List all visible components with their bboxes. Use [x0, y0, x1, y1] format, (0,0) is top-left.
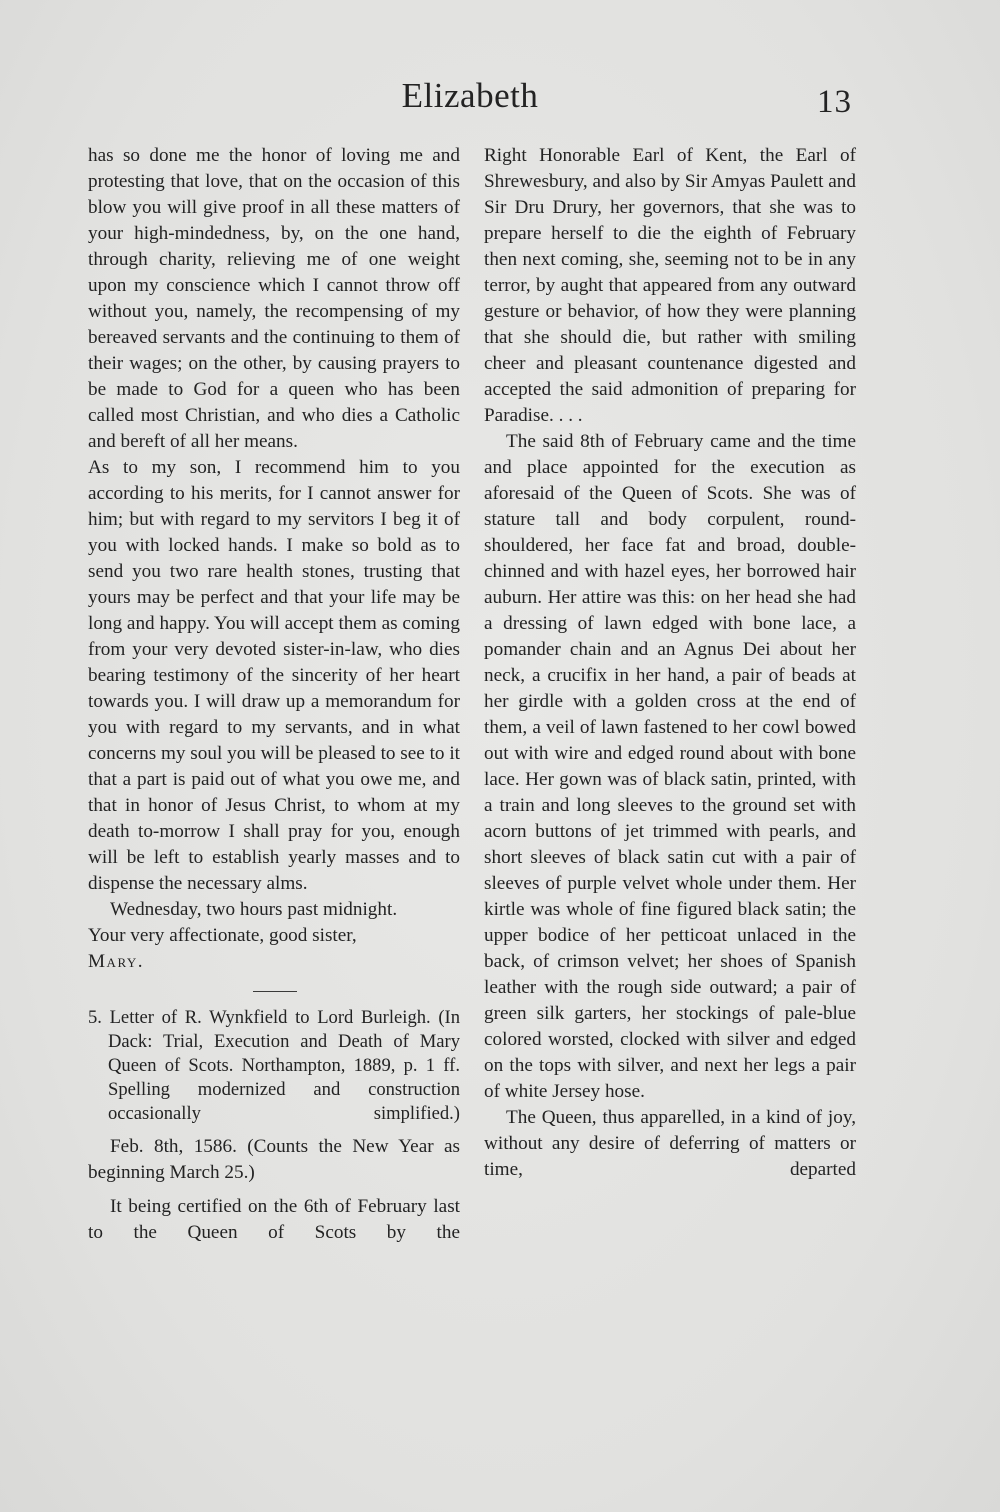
letter-signature: Mary. [88, 951, 145, 972]
page-number: 13 [817, 84, 852, 120]
narrative-paragraph: Right Honorable Earl of Kent, the Earl of Shrewesbury, and also by Sir Amyas Paulett and Sir Dru Drury, her governors, that she was to prepare herself to die the eighth of February then next coming, she, seeming not to be in any terror, by aught that appeared from any outward gesture or behavior, of how they were planning that she should die, but rather with smiling cheer and pleasant countenance digested and accepted the said admonition of preparing for Paradise. . . . [484, 145, 856, 426]
narrative-paragraph: It being certified on the 6th of February last to the Queen of Scots by the [88, 1196, 460, 1243]
letter-closing: Your very affectionate, good sister, [88, 925, 357, 946]
letter-paragraph: has so done me the honor of loving me and protesting that love, that on the occasion of this blow you will give proof in all these matters of your high-mindedness, by, on the one hand, through charity, relieving me of one weight upon my conscience which I cannot throw off without you, namely, the recompensing of my bereaved servants and the continuing to them of their wages; on the other, by causing prayers to be made to God for a queen who has been called most Christian, and who dies a Catholic and bereft of all her means. [88, 145, 460, 452]
source-note: 5. Letter of R. Wynkfield to Lord Burleigh. (In Dack: Trial, Execution and Death of Mary Queen of Scots. Northampton, 1889, p. 1 ff. Spelling modernized and construction occasionally simplified.) [88, 1007, 460, 1124]
section-divider [253, 991, 297, 992]
narrative-paragraph: The Queen, thus apparelled, in a kind of joy, without any desire of deferring of matters or time, departed [484, 1107, 856, 1180]
left-column [88, 143, 460, 1246]
running-title: Elizabeth [401, 76, 539, 115]
date-paragraph: Feb. 8th, 1586. (Counts the New Year as beginning March 25.) [88, 1136, 460, 1183]
narrative-paragraph: The said 8th of February came and the time and place appointed for the execution as aforesaid of the Queen of Scots. She was of stature tall and body corpulent, round-shouldered, her face fat and broad, double-chinned and with hazel eyes, her borrowed hair auburn. Her attire was this: on her head she had a dressing of lawn edged with bone lace, a pomander chain and an Agnus Dei about her neck, a crucifix in her hand, a pair of beads at her girdle with a golden cross at the end of them, a veil of lawn fastened to her cowl bowed out with wire and edged round about with bone lace. Her gown was of black satin, printed, with a train and long sleeves to the ground set with acorn buttons of jet trimmed with pearls, and short sleeves of black satin cut with a pair of sleeves of purple velvet whole under them. Her kirtle was whole of fine figured black satin; the upper bodice of her petticoat unlaced in the back, of crimson velvet; her shoes of Spanish leather with the rough side outward; a pair of green silk garters, her stockings of pale-blue colored worsted, clocked with silver and edged on the tops with silver, and next her legs a pair of white Jersey hose. [484, 431, 856, 1102]
right-column [484, 143, 856, 1183]
letter-dateline: Wednesday, two hours past midnight. [110, 899, 398, 920]
letter-paragraph: As to my son, I recommend him to you according to his merits, for I cannot answer for him; but with regard to my servitors I beg it of you with locked hands. I make so bold as to send you two rare health stones, trusting that yours may be perfect and that your life may be long and happy. You will accept them as coming from your very devoted sister-in-law, who dies bearing testimony of the sincerity of her heart towards you. I will draw up a memorandum for you with regard to my servants, and in what concerns my soul you will be pleased to see to it that a part is paid out of what you owe me, and that in honor of Jesus Christ, to whom at my death to-morrow I shall pray for you, enough will be left to establish yearly masses and to dispense the necessary alms. [88, 457, 460, 894]
